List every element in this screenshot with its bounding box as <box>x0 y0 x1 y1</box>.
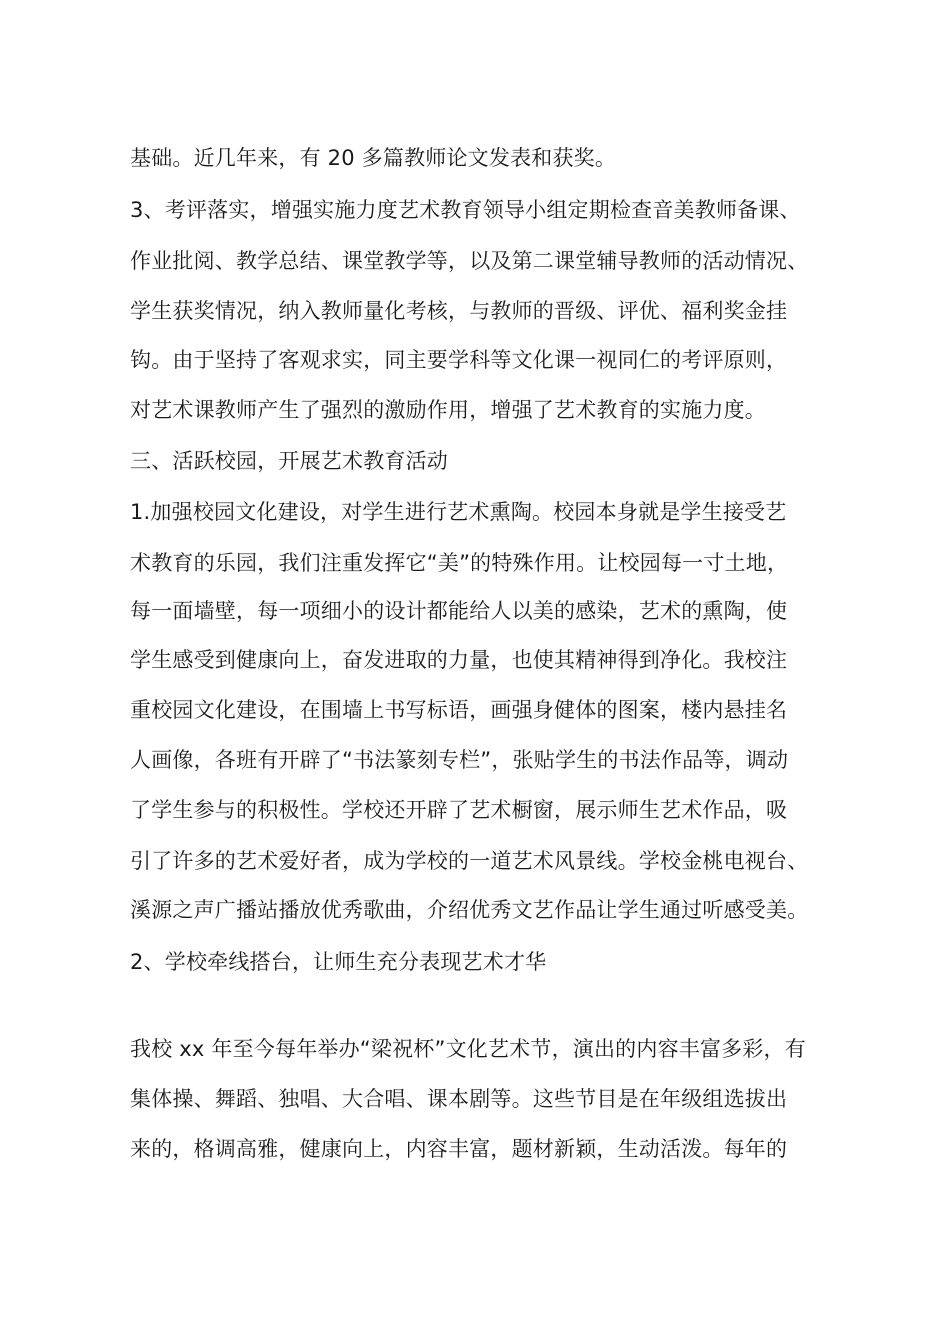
text-line: 人画像，各班有开辟了“书法篆刻专栏”，张贴学生的书法作品等，调动 <box>130 748 789 772</box>
text-line: 来的，格调高雅，健康向上，内容丰富，题材新颖，生动活泼。每年的 <box>130 1137 788 1161</box>
text-line: 术教育的乐园，我们注重发挥它“美”的特殊作用。让校园每一寸土地， <box>130 551 789 575</box>
text-line: 重校园文化建设，在围墙上书写标语，画强身健体的图案，楼内悬挂名 <box>130 698 788 722</box>
text-line: 作业批阅、教学总结、课堂教学等，以及第二课堂辅导教师的活动情况、 <box>130 249 809 273</box>
text-line: 1.加强校园文化建设，对学生进行艺术熏陶。校园本身就是学生接受艺 <box>130 500 787 524</box>
text-line: 每一面墙壁，每一项细小的设计都能给人以美的感染，艺术的熏陶，使 <box>130 599 788 623</box>
text-line: 引了许多的艺术爱好者，成为学校的一道艺术风景线。学校金桃电视台、 <box>130 849 809 873</box>
text-line: 基础。近几年来，有 20 多篇教师论文发表和获奖。 <box>130 146 617 170</box>
text-line: 溪源之声广播站播放优秀歌曲，介绍优秀文艺作品让学生通过听感受美。 <box>130 898 809 922</box>
section-heading: 2、学校牵线搭台，让师生充分表现艺术才华 <box>130 950 547 974</box>
text-line: 钩。由于坚持了客观求实，同主要学科等文化课一视同仁的考评原则， <box>130 348 788 372</box>
section-heading: 三、活跃校园，开展艺术教育活动 <box>130 449 448 473</box>
text-line: 学生感受到健康向上，奋发进取的力量，也使其精神得到净化。我校注 <box>130 648 788 672</box>
text-line: 学生获奖情况，纳入教师量化考核，与教师的晋级、评优、福利奖金挂 <box>130 299 788 323</box>
text-line: 集体操、舞蹈、独唱、大合唱、课本剧等。这些节目是在年级组选拔出 <box>130 1087 788 1111</box>
text-line: 我校 xx 年至今每年举办“梁祝杯”文化艺术节，演出的内容丰富多彩，有 <box>130 1037 806 1061</box>
text-line: 3、考评落实，增强实施力度艺术教育领导小组定期检查音美教师备课、 <box>130 198 801 222</box>
text-line: 对艺术课教师产生了强烈的激励作用，增强了艺术教育的实施力度。 <box>130 398 766 422</box>
text-line: 了学生参与的积极性。学校还开辟了艺术橱窗，展示师生艺术作品，吸 <box>130 798 788 822</box>
